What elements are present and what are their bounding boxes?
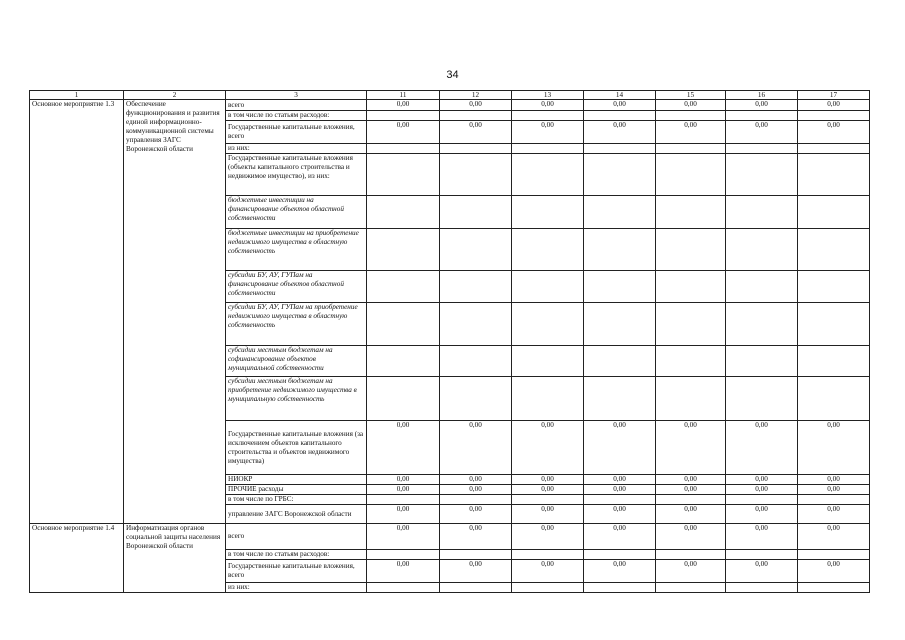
column-header-15: 15 <box>656 91 726 100</box>
value-cell <box>798 196 870 229</box>
value-cell: 0,00 <box>726 100 798 111</box>
column-header-2: 2 <box>124 91 226 100</box>
expense-label-cell: субсидии БУ, АУ, ГУПам на финансирование объектов областной собственности <box>226 271 367 303</box>
value-cell <box>798 377 870 421</box>
value-cell <box>367 144 440 154</box>
value-cell <box>440 303 512 346</box>
expense-label-cell: бюджетные инвестиции на приобретение недвижимого имущества в областную собственность <box>226 229 367 271</box>
value-cell: 0,00 <box>798 421 870 475</box>
value-cell: 0,00 <box>656 524 726 550</box>
value-cell: 0,00 <box>440 560 512 583</box>
table-row <box>30 524 870 550</box>
value-cell: 0,00 <box>512 475 584 485</box>
value-cell: 0,00 <box>584 560 656 583</box>
budget-table <box>29 90 870 593</box>
expense-label-cell: управление ЗАГС Воронежской области <box>226 505 367 524</box>
value-cell <box>656 303 726 346</box>
value-cell <box>512 495 584 505</box>
value-cell: 0,00 <box>512 560 584 583</box>
activity-name-cell: Обеспечение функционирования и развития единой информационно-коммуникационной системы управления ЗАГС Воронежской области <box>124 100 226 524</box>
value-cell: 0,00 <box>798 485 870 495</box>
value-cell <box>440 346 512 377</box>
header-row <box>30 91 870 100</box>
column-header-3: 3 <box>226 91 367 100</box>
value-cell: 0,00 <box>584 121 656 144</box>
value-cell <box>656 196 726 229</box>
value-cell <box>726 550 798 560</box>
value-cell: 0,00 <box>512 505 584 524</box>
value-cell: 0,00 <box>512 121 584 144</box>
value-cell <box>798 346 870 377</box>
value-cell <box>584 377 656 421</box>
value-cell <box>512 229 584 271</box>
value-cell <box>656 154 726 196</box>
value-cell: 0,00 <box>726 421 798 475</box>
value-cell <box>512 144 584 154</box>
value-cell <box>367 346 440 377</box>
value-cell <box>656 583 726 593</box>
column-header-13: 13 <box>512 91 584 100</box>
page-number: 34 <box>446 69 459 81</box>
value-cell <box>656 111 726 121</box>
column-header-17: 17 <box>798 91 870 100</box>
value-cell: 0,00 <box>512 524 584 550</box>
value-cell: 0,00 <box>656 121 726 144</box>
value-cell <box>584 144 656 154</box>
value-cell: 0,00 <box>367 121 440 144</box>
value-cell <box>440 196 512 229</box>
column-header-12: 12 <box>440 91 512 100</box>
value-cell: 0,00 <box>656 475 726 485</box>
value-cell: 0,00 <box>726 560 798 583</box>
value-cell <box>656 346 726 377</box>
value-cell <box>440 144 512 154</box>
value-cell <box>726 495 798 505</box>
value-cell <box>440 229 512 271</box>
value-cell: 0,00 <box>798 524 870 550</box>
expense-label-cell: из них: <box>226 583 367 593</box>
expense-label-cell: из них: <box>226 144 367 154</box>
expense-label-cell: в том числе по ГРБС: <box>226 495 367 505</box>
value-cell: 0,00 <box>367 524 440 550</box>
value-cell <box>798 144 870 154</box>
value-cell <box>798 271 870 303</box>
column-header-1: 1 <box>30 91 124 100</box>
value-cell <box>584 154 656 196</box>
value-cell: 0,00 <box>798 100 870 111</box>
value-cell <box>584 583 656 593</box>
value-cell <box>512 111 584 121</box>
value-cell <box>726 144 798 154</box>
value-cell: 0,00 <box>726 485 798 495</box>
value-cell <box>367 377 440 421</box>
value-cell <box>726 346 798 377</box>
value-cell: 0,00 <box>726 505 798 524</box>
value-cell <box>367 111 440 121</box>
expense-label-cell: Государственные капитальные вложения, всего <box>226 560 367 583</box>
value-cell <box>798 111 870 121</box>
activity-name-cell: Информатизация органов социальной защиты населения Воронежской области <box>124 524 226 593</box>
value-cell <box>367 271 440 303</box>
value-cell: 0,00 <box>656 485 726 495</box>
value-cell <box>367 303 440 346</box>
value-cell: 0,00 <box>512 421 584 475</box>
value-cell <box>584 271 656 303</box>
value-cell <box>584 111 656 121</box>
value-cell <box>367 229 440 271</box>
value-cell: 0,00 <box>512 100 584 111</box>
value-cell <box>798 550 870 560</box>
value-cell <box>726 229 798 271</box>
expense-label-cell: в том числе по статьям расходов: <box>226 550 367 560</box>
value-cell <box>584 303 656 346</box>
value-cell <box>656 495 726 505</box>
expense-label-cell: всего <box>226 524 367 550</box>
value-cell <box>512 377 584 421</box>
value-cell: 0,00 <box>440 475 512 485</box>
value-cell <box>726 154 798 196</box>
activity-cell: Основное мероприятие 1.4 <box>30 524 124 593</box>
activity-cell: Основное мероприятие 1.3 <box>30 100 124 524</box>
value-cell <box>726 271 798 303</box>
value-cell: 0,00 <box>726 121 798 144</box>
value-cell <box>367 583 440 593</box>
value-cell <box>584 495 656 505</box>
value-cell: 0,00 <box>367 485 440 495</box>
value-cell <box>584 550 656 560</box>
value-cell <box>512 550 584 560</box>
value-cell: 0,00 <box>584 421 656 475</box>
value-cell: 0,00 <box>656 100 726 111</box>
value-cell <box>440 377 512 421</box>
value-cell: 0,00 <box>440 524 512 550</box>
value-cell <box>656 271 726 303</box>
expense-label-cell: ПРОЧИЕ расходы <box>226 485 367 495</box>
value-cell <box>584 346 656 377</box>
value-cell: 0,00 <box>367 505 440 524</box>
value-cell <box>367 196 440 229</box>
value-cell: 0,00 <box>440 121 512 144</box>
value-cell <box>726 196 798 229</box>
expense-label-cell: бюджетные инвестиции на финансирование объектов областной собственности <box>226 196 367 229</box>
expense-label-cell: Государственные капитальные вложения (объекты капитального строительства и недвижимое имущество), из них: <box>226 154 367 196</box>
value-cell <box>726 303 798 346</box>
expense-label-cell: Государственные капитальные вложения (за исключением объектов капитального строительства и объектов недвижимого имущества) <box>226 421 367 475</box>
value-cell: 0,00 <box>584 505 656 524</box>
value-cell <box>798 154 870 196</box>
value-cell <box>656 229 726 271</box>
value-cell <box>656 144 726 154</box>
value-cell: 0,00 <box>367 421 440 475</box>
value-cell: 0,00 <box>584 100 656 111</box>
value-cell <box>726 377 798 421</box>
value-cell <box>798 303 870 346</box>
value-cell: 0,00 <box>367 100 440 111</box>
value-cell <box>440 154 512 196</box>
value-cell <box>440 583 512 593</box>
value-cell <box>367 495 440 505</box>
value-cell <box>798 495 870 505</box>
expense-label-cell: субсидии местным бюджетам на приобретение недвижимого имущества в муниципальную собственность <box>226 377 367 421</box>
value-cell: 0,00 <box>798 475 870 485</box>
value-cell <box>440 495 512 505</box>
value-cell <box>440 271 512 303</box>
value-cell: 0,00 <box>656 421 726 475</box>
value-cell <box>512 154 584 196</box>
value-cell <box>584 229 656 271</box>
value-cell <box>584 196 656 229</box>
value-cell <box>440 111 512 121</box>
value-cell: 0,00 <box>726 475 798 485</box>
value-cell <box>512 346 584 377</box>
expense-label-cell: НИОКР <box>226 475 367 485</box>
table-row <box>30 100 870 111</box>
value-cell: 0,00 <box>584 524 656 550</box>
value-cell <box>726 111 798 121</box>
value-cell: 0,00 <box>656 505 726 524</box>
column-header-16: 16 <box>726 91 798 100</box>
value-cell <box>512 271 584 303</box>
expense-label-cell: субсидии БУ, АУ, ГУПам на приобретение недвижимого имущества в областную собственность <box>226 303 367 346</box>
value-cell: 0,00 <box>656 560 726 583</box>
value-cell <box>726 583 798 593</box>
value-cell <box>367 154 440 196</box>
value-cell: 0,00 <box>584 485 656 495</box>
value-cell: 0,00 <box>798 560 870 583</box>
expense-label-cell: Государственные капитальные вложения, всего <box>226 121 367 144</box>
value-cell <box>367 550 440 560</box>
value-cell <box>656 550 726 560</box>
value-cell: 0,00 <box>440 505 512 524</box>
expense-label-cell: всего <box>226 100 367 111</box>
column-header-11: 11 <box>367 91 440 100</box>
value-cell: 0,00 <box>798 505 870 524</box>
value-cell: 0,00 <box>367 560 440 583</box>
value-cell <box>656 377 726 421</box>
column-header-14: 14 <box>584 91 656 100</box>
value-cell: 0,00 <box>440 100 512 111</box>
expense-label-cell: субсидии местным бюджетам на софинансирование объектов муниципальной собственности <box>226 346 367 377</box>
value-cell: 0,00 <box>726 524 798 550</box>
value-cell <box>512 196 584 229</box>
value-cell: 0,00 <box>367 475 440 485</box>
value-cell: 0,00 <box>798 121 870 144</box>
value-cell: 0,00 <box>440 485 512 495</box>
value-cell: 0,00 <box>440 421 512 475</box>
value-cell <box>512 303 584 346</box>
value-cell <box>512 583 584 593</box>
value-cell <box>798 229 870 271</box>
value-cell: 0,00 <box>584 475 656 485</box>
expense-label-cell: в том числе по статьям расходов: <box>226 111 367 121</box>
value-cell <box>440 550 512 560</box>
value-cell: 0,00 <box>512 485 584 495</box>
value-cell <box>798 583 870 593</box>
